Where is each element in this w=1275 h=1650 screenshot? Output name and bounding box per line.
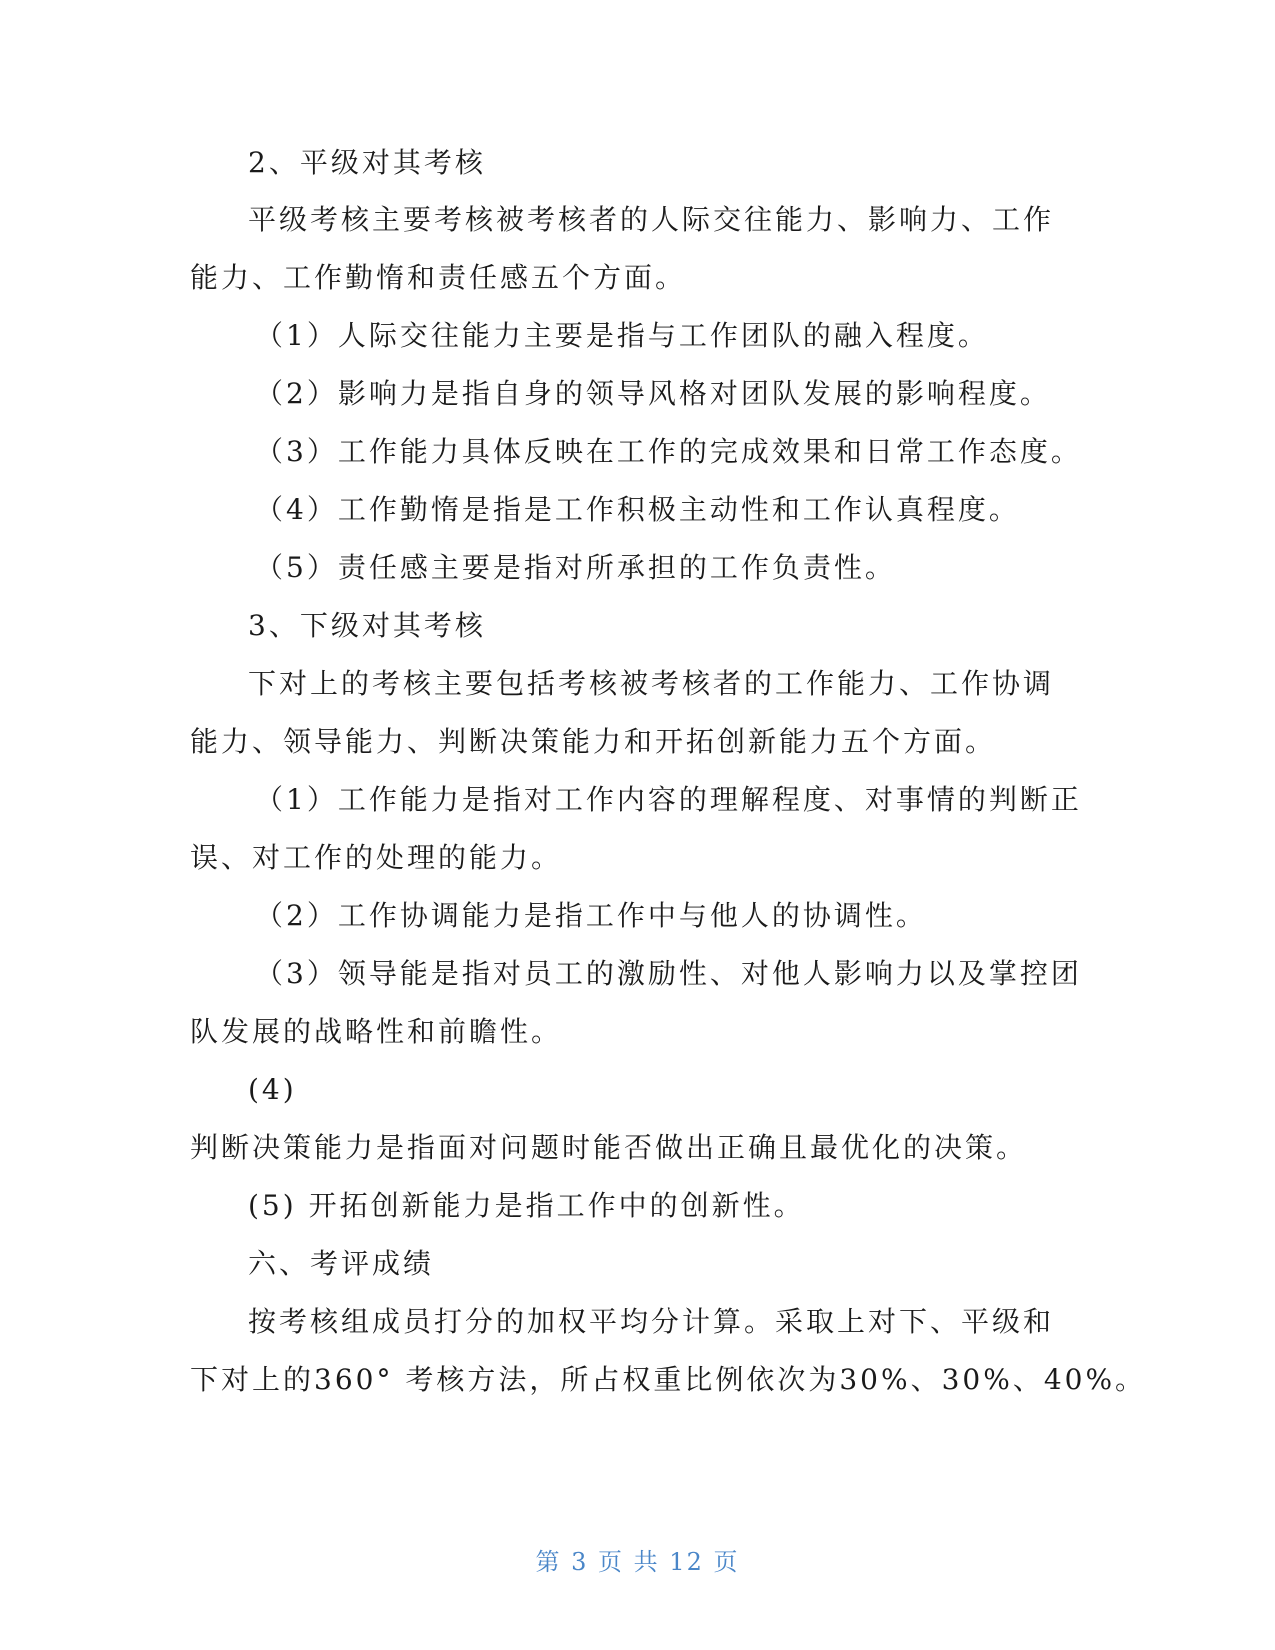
list-item-number: (4)	[248, 1073, 297, 1106]
paragraph-line: 误、对工作的处理的能力。	[190, 841, 563, 874]
paragraph-line: 按考核组成员打分的加权平均分计算。采取上对下、平级和	[248, 1305, 1055, 1338]
list-item: （1）工作能力是指对工作内容的理解程度、对事情的判断正	[255, 783, 1082, 816]
paragraph-line: 判断决策能力是指面对问题时能否做出正确且最优化的决策。	[190, 1131, 1028, 1164]
section-heading-subordinate-review: 3、下级对其考核	[248, 609, 486, 642]
list-item: （1）人际交往能力主要是指与工作团队的融入程度。	[255, 319, 989, 352]
list-item: （2）工作协调能力是指工作中与他人的协调性。	[255, 899, 927, 932]
section-heading-peer-review: 2、平级对其考核	[248, 146, 486, 179]
list-item: （3）工作能力具体反映在工作的完成效果和日常工作态度。	[255, 435, 1082, 468]
paragraph-line: 队发展的战略性和前瞻性。	[190, 1015, 563, 1048]
paragraph-line: 下对上的考核主要包括考核被考核者的工作能力、工作协调	[248, 667, 1055, 700]
list-item: （2）影响力是指自身的领导风格对团队发展的影响程度。	[255, 377, 1051, 410]
section-heading-scoring: 六、考评成绩	[248, 1247, 435, 1280]
paragraph-line: 平级考核主要考核被考核者的人际交往能力、影响力、工作	[248, 203, 1055, 236]
list-item: (5) 开拓创新能力是指工作中的创新性。	[248, 1189, 805, 1222]
paragraph-line: 能力、领导能力、判断决策能力和开拓创新能力五个方面。	[190, 725, 997, 758]
list-item: （5）责任感主要是指对所承担的工作负责性。	[255, 551, 896, 584]
paragraph-line: 下对上的360° 考核方法，所占权重比例依次为30%、30%、40%。	[190, 1363, 1147, 1396]
list-item: （4）工作勤惰是指是工作积极主动性和工作认真程度。	[255, 493, 1020, 526]
page-number-footer: 第 3 页 共 12 页	[535, 1548, 740, 1576]
list-item: （3）领导能是指对员工的激励性、对他人影响力以及掌控团	[255, 957, 1082, 990]
paragraph-line: 能力、工作勤惰和责任感五个方面。	[190, 261, 687, 294]
